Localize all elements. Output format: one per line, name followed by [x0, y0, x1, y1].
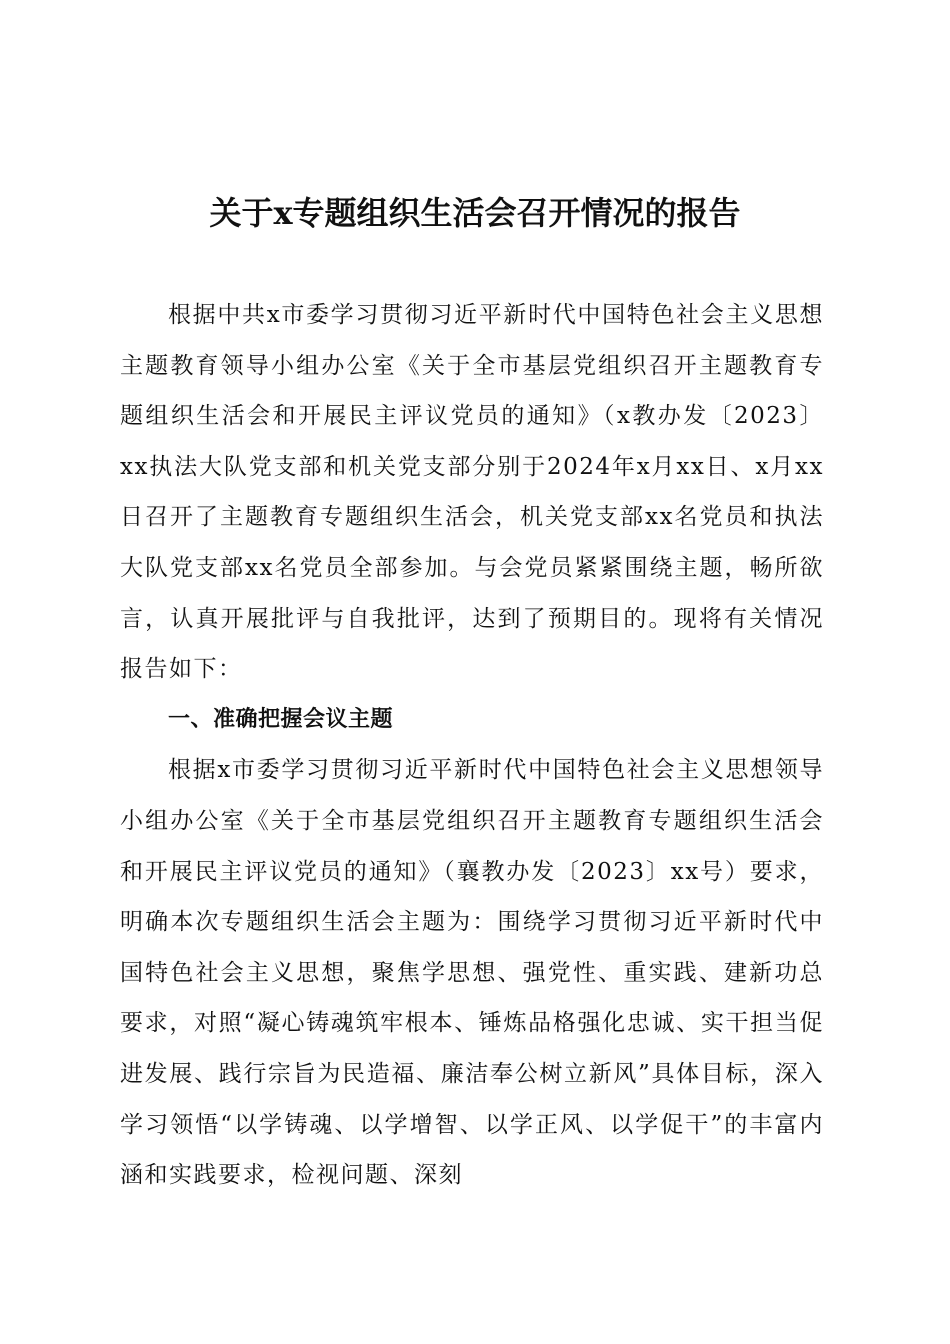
document-body — [120, 290, 824, 1201]
document-title: 关于x专题组织生活会召开情况的报告 — [209, 194, 741, 232]
body-paragraph: 根据x市委学习贯彻习近平新时代中国特色社会主义思想领导小组办公室《关于全市基层党组织召开主题教育专题组织生活会和开展民主评议党员的通知》（襄教办发〔2023〕xx号）要求，明确本次专题组织生活会主题为：围绕学习贯彻习近平新时代中国特色社会主义思想，聚焦学思想、强党性、重实践、建新功总要求，对照“凝心铸魂筑牢根本、锤炼品格强化忠诚、实干担当促进发展、践行宗旨为民造福、廉洁奉公树立新风”具体目标，深入学习领悟“以学铸魂、以学增智、以学正风、以学促干”的丰富内涵和实践要求，检视问题、深刻 — [120, 757, 824, 1189]
intro-paragraph: 根据中共x市委学习贯彻习近平新时代中国特色社会主义思想主题教育领导小组办公室《关于全市基层党组织召开主题教育专题组织生活会和开展民主评议党员的通知》（x教办发〔2023〕xx执法大队党支部和机关党支部分别于2024年x月xx日、x月xx日召开了主题教育专题组织生活会，机关党支部xx名党员和执法大队党支部xx名党员全部参加。与会党员紧紧围绕主题，畅所欲言，认真开展批评与自我批评，达到了预期目的。现将有关情况报告如下： — [120, 302, 824, 683]
section-heading: 一、准确把握会议主题 — [168, 706, 394, 732]
